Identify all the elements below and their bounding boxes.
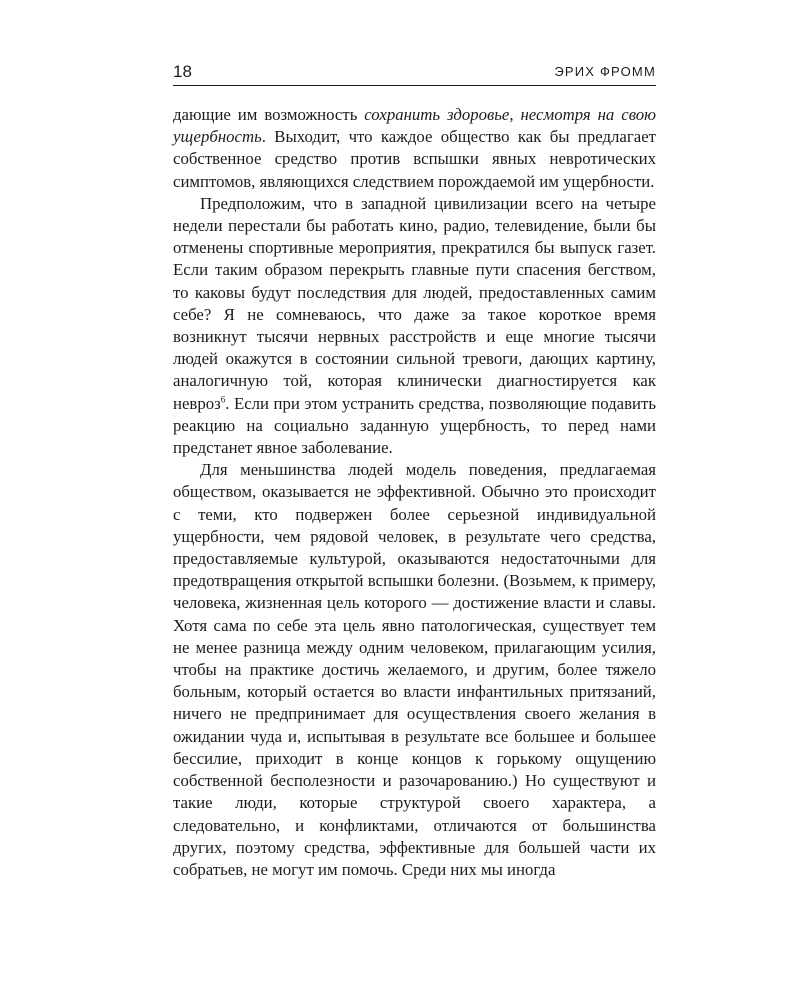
paragraph-1	[173, 104, 656, 193]
page-number: 18	[173, 62, 192, 81]
paragraph-3	[173, 459, 656, 881]
paragraph-2-text-end: . Если при этом устранить средства, позволяющие подавить реакцию на социально заданную ущербность, то перед нами предстанет явное заболевание.	[173, 393, 656, 458]
paragraph-1-text: дающие им возможность	[173, 105, 365, 124]
paragraph-2-text: Предположим, что в западной цивилизации всего на четыре недели перестали бы работать кино, радио, телевидение, были бы отменены спортивные мероприятия, прекратился бы выпуск газет. Если таким образом перекрыть главные пути спасения бегством, то каковы будут последствия для людей, предоставленных самим себе? Я не сомневаюсь, что даже за такое короткое время возникнут тысячи нервных расстройств и еще многие тысячи людей окажутся в состоянии сильной тревоги, дающих картину, аналогичную той, которая клинически диагностируется как невроз	[173, 193, 656, 413]
paragraph-3-text: Для меньшинства людей модель поведения, предлагаемая обществом, оказывается не эффективной. Обычно это происходит с теми, кто подвержен более серьезной индивидуальной ущербности, чем рядовой человек, в результате чего средства, предоставляемые культурой, оказываются недостаточными для предотвращения открытой вспышки болезни. (Возьмем, к примеру, человека, жизненная цель которого — достижение власти и славы. Хотя сама по себе эта цель явно патологическая, существует тем не менее разница между одним человеком, прилагающим усилия, чтобы на практике достичь желаемого, и другим, более тяжело больным, который остается во власти инфантильных притязаний, ничего не предпринимает для осуществления своего желания в ожидании чуда и, испытывая в результате все большее и большее бессилие, приходит в конце концов к горькому ощущению собственной бесполезности и разочарованию.) Но существуют и такие люди, которые структурой своего характера, а следовательно, и конфликтами, отличаются от большинства других, поэтому средства, эффективные для большей части их собратьев, не могут им помочь. Среди них мы иногда	[173, 460, 656, 879]
running-header	[173, 60, 656, 86]
book-page	[173, 60, 656, 881]
paragraph-2	[173, 193, 656, 459]
paragraph-1-text-end: . Выходит, что каждое общество как бы предлагает собственное средство против вспышки явных невротических симптомов, являющихся следствием порождаемой им ущербности.	[173, 127, 656, 191]
footnote-marker: 6	[220, 394, 226, 405]
paragraph-1-italic: сохранить здоровье, несмотря на свою ущербность	[173, 105, 656, 147]
running-title: ЭРИХ ФРОММ	[554, 64, 656, 79]
body-text	[173, 104, 656, 881]
